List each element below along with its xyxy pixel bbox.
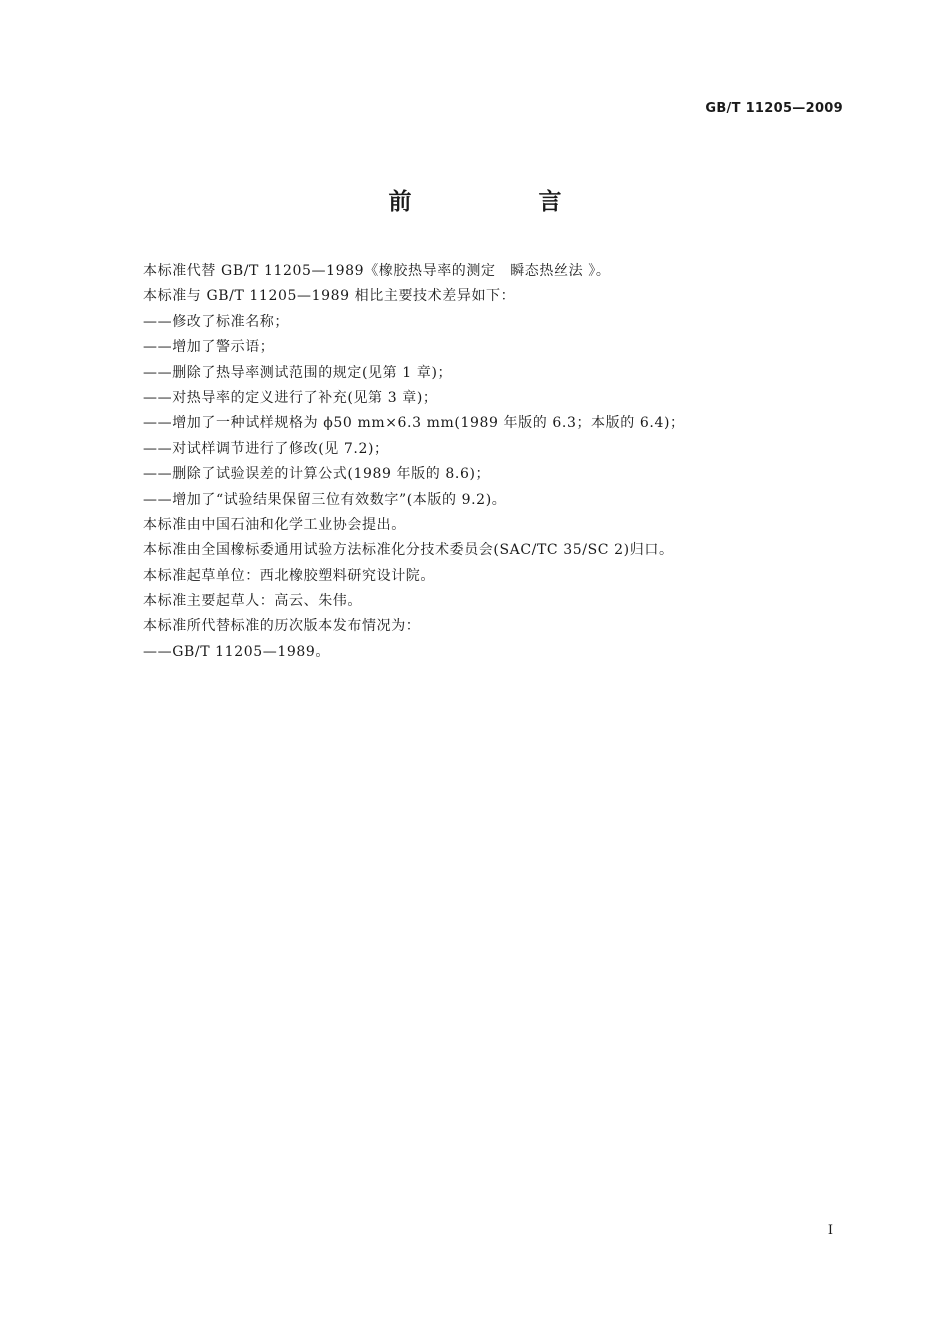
- foreword-list-item: ——删除了热导率测试范围的规定(见第 1 章)；: [143, 364, 453, 381]
- foreword-list-item: ——删除了试验误差的计算公式(1989 年版的 8.6)；: [143, 466, 491, 483]
- foreword-line-drafters: 本标准主要起草人：高云、朱伟。: [143, 593, 362, 610]
- foreword-line-committee: 本标准由全国橡标委通用试验方法标准化分技术委员会(SAC/TC 35/SC 2)归口。: [143, 542, 674, 559]
- foreword-list-item: ——对试样调节进行了修改(见 7.2)；: [143, 440, 389, 457]
- foreword-line-differences: 本标准与 GB/T 11205—1989 相比主要技术差异如下：: [143, 288, 516, 305]
- foreword-line-proposer: 本标准由中国石油和化学工业协会提出。: [143, 516, 406, 533]
- foreword-line-history: 本标准所代替标准的历次版本发布情况为：: [143, 618, 421, 635]
- foreword-list-item: ——修改了标准名称；: [143, 313, 289, 330]
- foreword-line-drafting-unit: 本标准起草单位：西北橡胶塑料研究设计院。: [143, 567, 435, 584]
- foreword-list-item: ——对热导率的定义进行了补充(见第 3 章)；: [143, 389, 438, 406]
- foreword-list-item: ——增加了一种试样规格为 ϕ50 mm×6.3 mm(1989 年版的 6.3；本版的 6.4)；: [143, 415, 685, 432]
- foreword-line-replaces: 本标准代替 GB/T 11205—1989《橡胶热导率的测定 瞬态热丝法 》。: [143, 263, 611, 279]
- page-number: I: [827, 1223, 833, 1238]
- foreword-body: [143, 259, 843, 665]
- page-title: 前 言: [388, 189, 614, 215]
- foreword-list-item: ——GB/T 11205—1989。: [143, 643, 330, 660]
- standard-code: GB/T 11205—2009: [705, 101, 843, 116]
- foreword-list-item: ——增加了“试验结果保留三位有效数字”(本版的 9.2)。: [143, 491, 507, 508]
- foreword-list-item: ——增加了警示语；: [143, 339, 275, 356]
